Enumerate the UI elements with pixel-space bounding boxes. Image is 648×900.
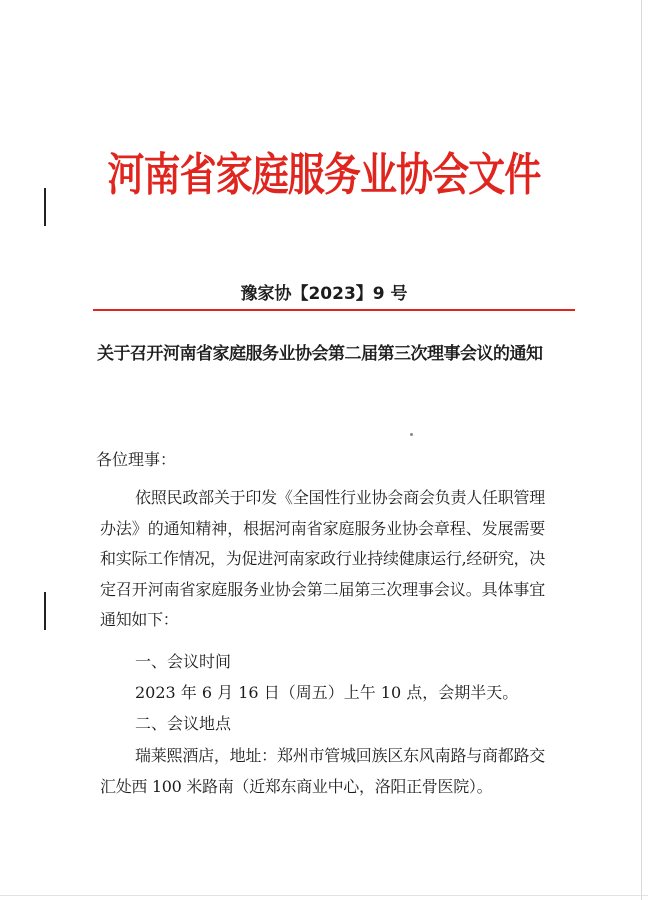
binding-mark-bottom (44, 592, 46, 630)
red-divider-line (93, 309, 575, 311)
page-edge-right (641, 0, 642, 900)
section-text-time: 2023 年 6 月 16 日（周五）上午 10 点，会期半天。 (135, 683, 519, 702)
section-heading-time: 一、会议时间 (135, 652, 232, 671)
salutation: 各位理事： (96, 450, 177, 469)
intro-paragraph: 依照民政部关于印发《全国性行业协会商会负责人任职管理办法》的通知精神，根据河南省家庭服务业协会章程、发展需要和实际工作情况，为促进河南家政行业持续健康运行,经研究，决定召开河南省家庭服务业协会第二届第三次理事会议。具体事宜通知如下： (100, 488, 545, 629)
org-document-header: 河南省家庭服务业协会文件 (107, 148, 541, 201)
scan-speck (410, 433, 413, 436)
notice-title: 关于召开河南省家庭服务业协会第二届第三次理事会议的通知 (97, 344, 543, 364)
document-number: 豫家协【2023】9 号 (240, 284, 408, 304)
section-heading-location: 二、会议地点 (135, 714, 232, 733)
section-text-location: 瑞莱熙酒店，地址：郑州市管城回族区东风南路与商都路交汇处西 100 米路南（近郑东商业中心，洛阳正骨医院）。 (100, 746, 545, 796)
binding-mark-top (44, 188, 46, 226)
page-edge-bottom (0, 895, 648, 896)
